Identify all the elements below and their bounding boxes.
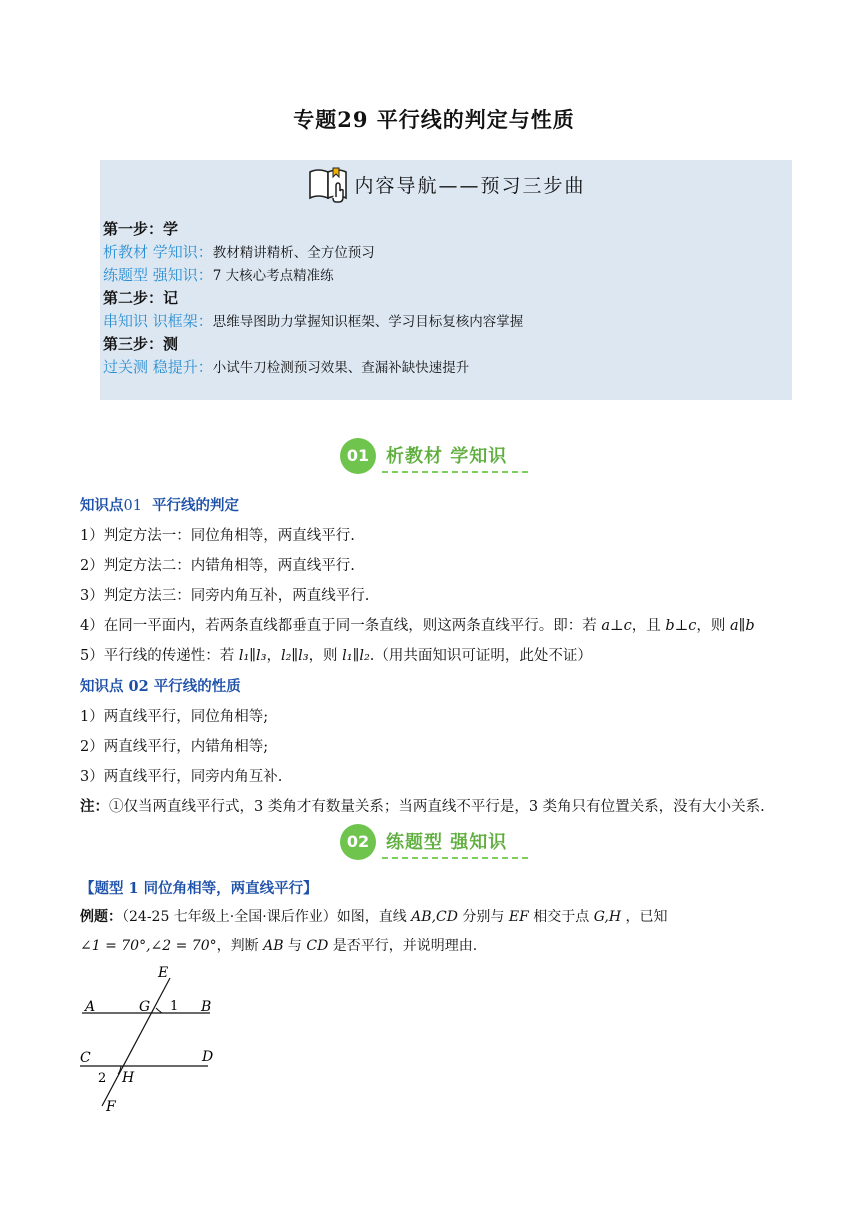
section-number: 01 bbox=[340, 438, 376, 474]
section-label: 析教材 学知识 bbox=[386, 446, 508, 467]
label-f: F bbox=[106, 1099, 116, 1115]
label-c: C bbox=[80, 1050, 91, 1066]
section-badge-02 bbox=[340, 824, 530, 862]
content-navigation-box bbox=[100, 160, 792, 400]
nav-item: 练题型 强知识：7 大核心考点精准练 bbox=[103, 266, 334, 284]
note: 注：①仅当两直线平行式，3 类角才有数量关系；当两直线不平行是，3 类角只有位置关系，没有大小关系. bbox=[80, 798, 765, 815]
label-b: B bbox=[201, 999, 212, 1015]
label-a: A bbox=[85, 999, 96, 1015]
nav-header-text: 内容导航——预习三步曲 bbox=[354, 174, 586, 197]
nav-item: 串知识 识框架：思维导图助力掌握知识框架、学习目标复核内容掌握 bbox=[103, 312, 524, 330]
angle-1-arc bbox=[156, 1008, 162, 1013]
label-e: E bbox=[158, 965, 169, 981]
book-pointer-icon bbox=[306, 164, 352, 204]
paragraph: 3）判定方法三：同旁内角互补，两直线平行. bbox=[80, 588, 370, 604]
label-d: D bbox=[202, 1049, 214, 1065]
paragraph: 3）两直线平行，同旁内角互补. bbox=[80, 769, 283, 785]
nav-step-2: 第二步：记 bbox=[103, 289, 179, 307]
paragraph: 4）在同一平面内，若两条直线都垂直于同一条直线，则这两条直线平行。即：若 a⊥c，且 b⊥c，则 a∥b bbox=[80, 618, 755, 634]
line-ef bbox=[102, 978, 170, 1106]
example-line-2: ∠1 = 70°,∠2 = 70°，判断 AB 与 CD 是否平行，并说明理由. bbox=[80, 938, 478, 954]
section-underline bbox=[382, 471, 528, 473]
section-underline bbox=[382, 857, 528, 859]
parallel-lines-figure bbox=[72, 960, 232, 1120]
label-2: 2 bbox=[98, 1071, 107, 1086]
label-h: H bbox=[122, 1070, 135, 1086]
paragraph: 2）判定方法二：内错角相等，两直线平行. bbox=[80, 558, 355, 574]
nav-item: 析教材 学知识：教材精讲精析、全方位预习 bbox=[103, 243, 375, 261]
knowledge-point-1-heading: 知识点01 平行线的判定 bbox=[80, 497, 240, 514]
page-title: 专题29 平行线的判定与性质 bbox=[293, 107, 575, 132]
example-line-1: 例题：（24-25 七年级上·全国·课后作业）如图，直线 AB,CD 分别与 EF 相交于点 G,H ，已知 bbox=[80, 909, 668, 925]
section-badge-01 bbox=[340, 438, 530, 476]
paragraph: 1）两直线平行，同位角相等; bbox=[80, 709, 269, 725]
nav-step-3: 第三步：测 bbox=[103, 335, 179, 353]
label-g: G bbox=[139, 999, 151, 1015]
label-1: 1 bbox=[170, 999, 179, 1014]
section-number: 02 bbox=[340, 824, 376, 860]
paragraph: 2）两直线平行，内错角相等; bbox=[80, 739, 269, 755]
section-label: 练题型 强知识 bbox=[386, 832, 508, 853]
nav-header bbox=[100, 164, 792, 204]
knowledge-point-2-heading: 知识点 02 平行线的性质 bbox=[80, 678, 241, 695]
nav-steps bbox=[103, 218, 523, 379]
paragraph: 5）平行线的传递性：若 l₁∥l₃，l₂∥l₃，则 l₁∥l₂.（用共面知识可证明，此处不证） bbox=[80, 648, 592, 664]
question-type-heading: 【题型 1 同位角相等，两直线平行】 bbox=[80, 880, 318, 897]
nav-item: 过关测 稳提升：小试牛刀检测预习效果、查漏补缺快速提升 bbox=[103, 358, 470, 376]
paragraph: 1）判定方法一：同位角相等，两直线平行. bbox=[80, 528, 355, 544]
nav-step-1: 第一步：学 bbox=[103, 220, 179, 238]
